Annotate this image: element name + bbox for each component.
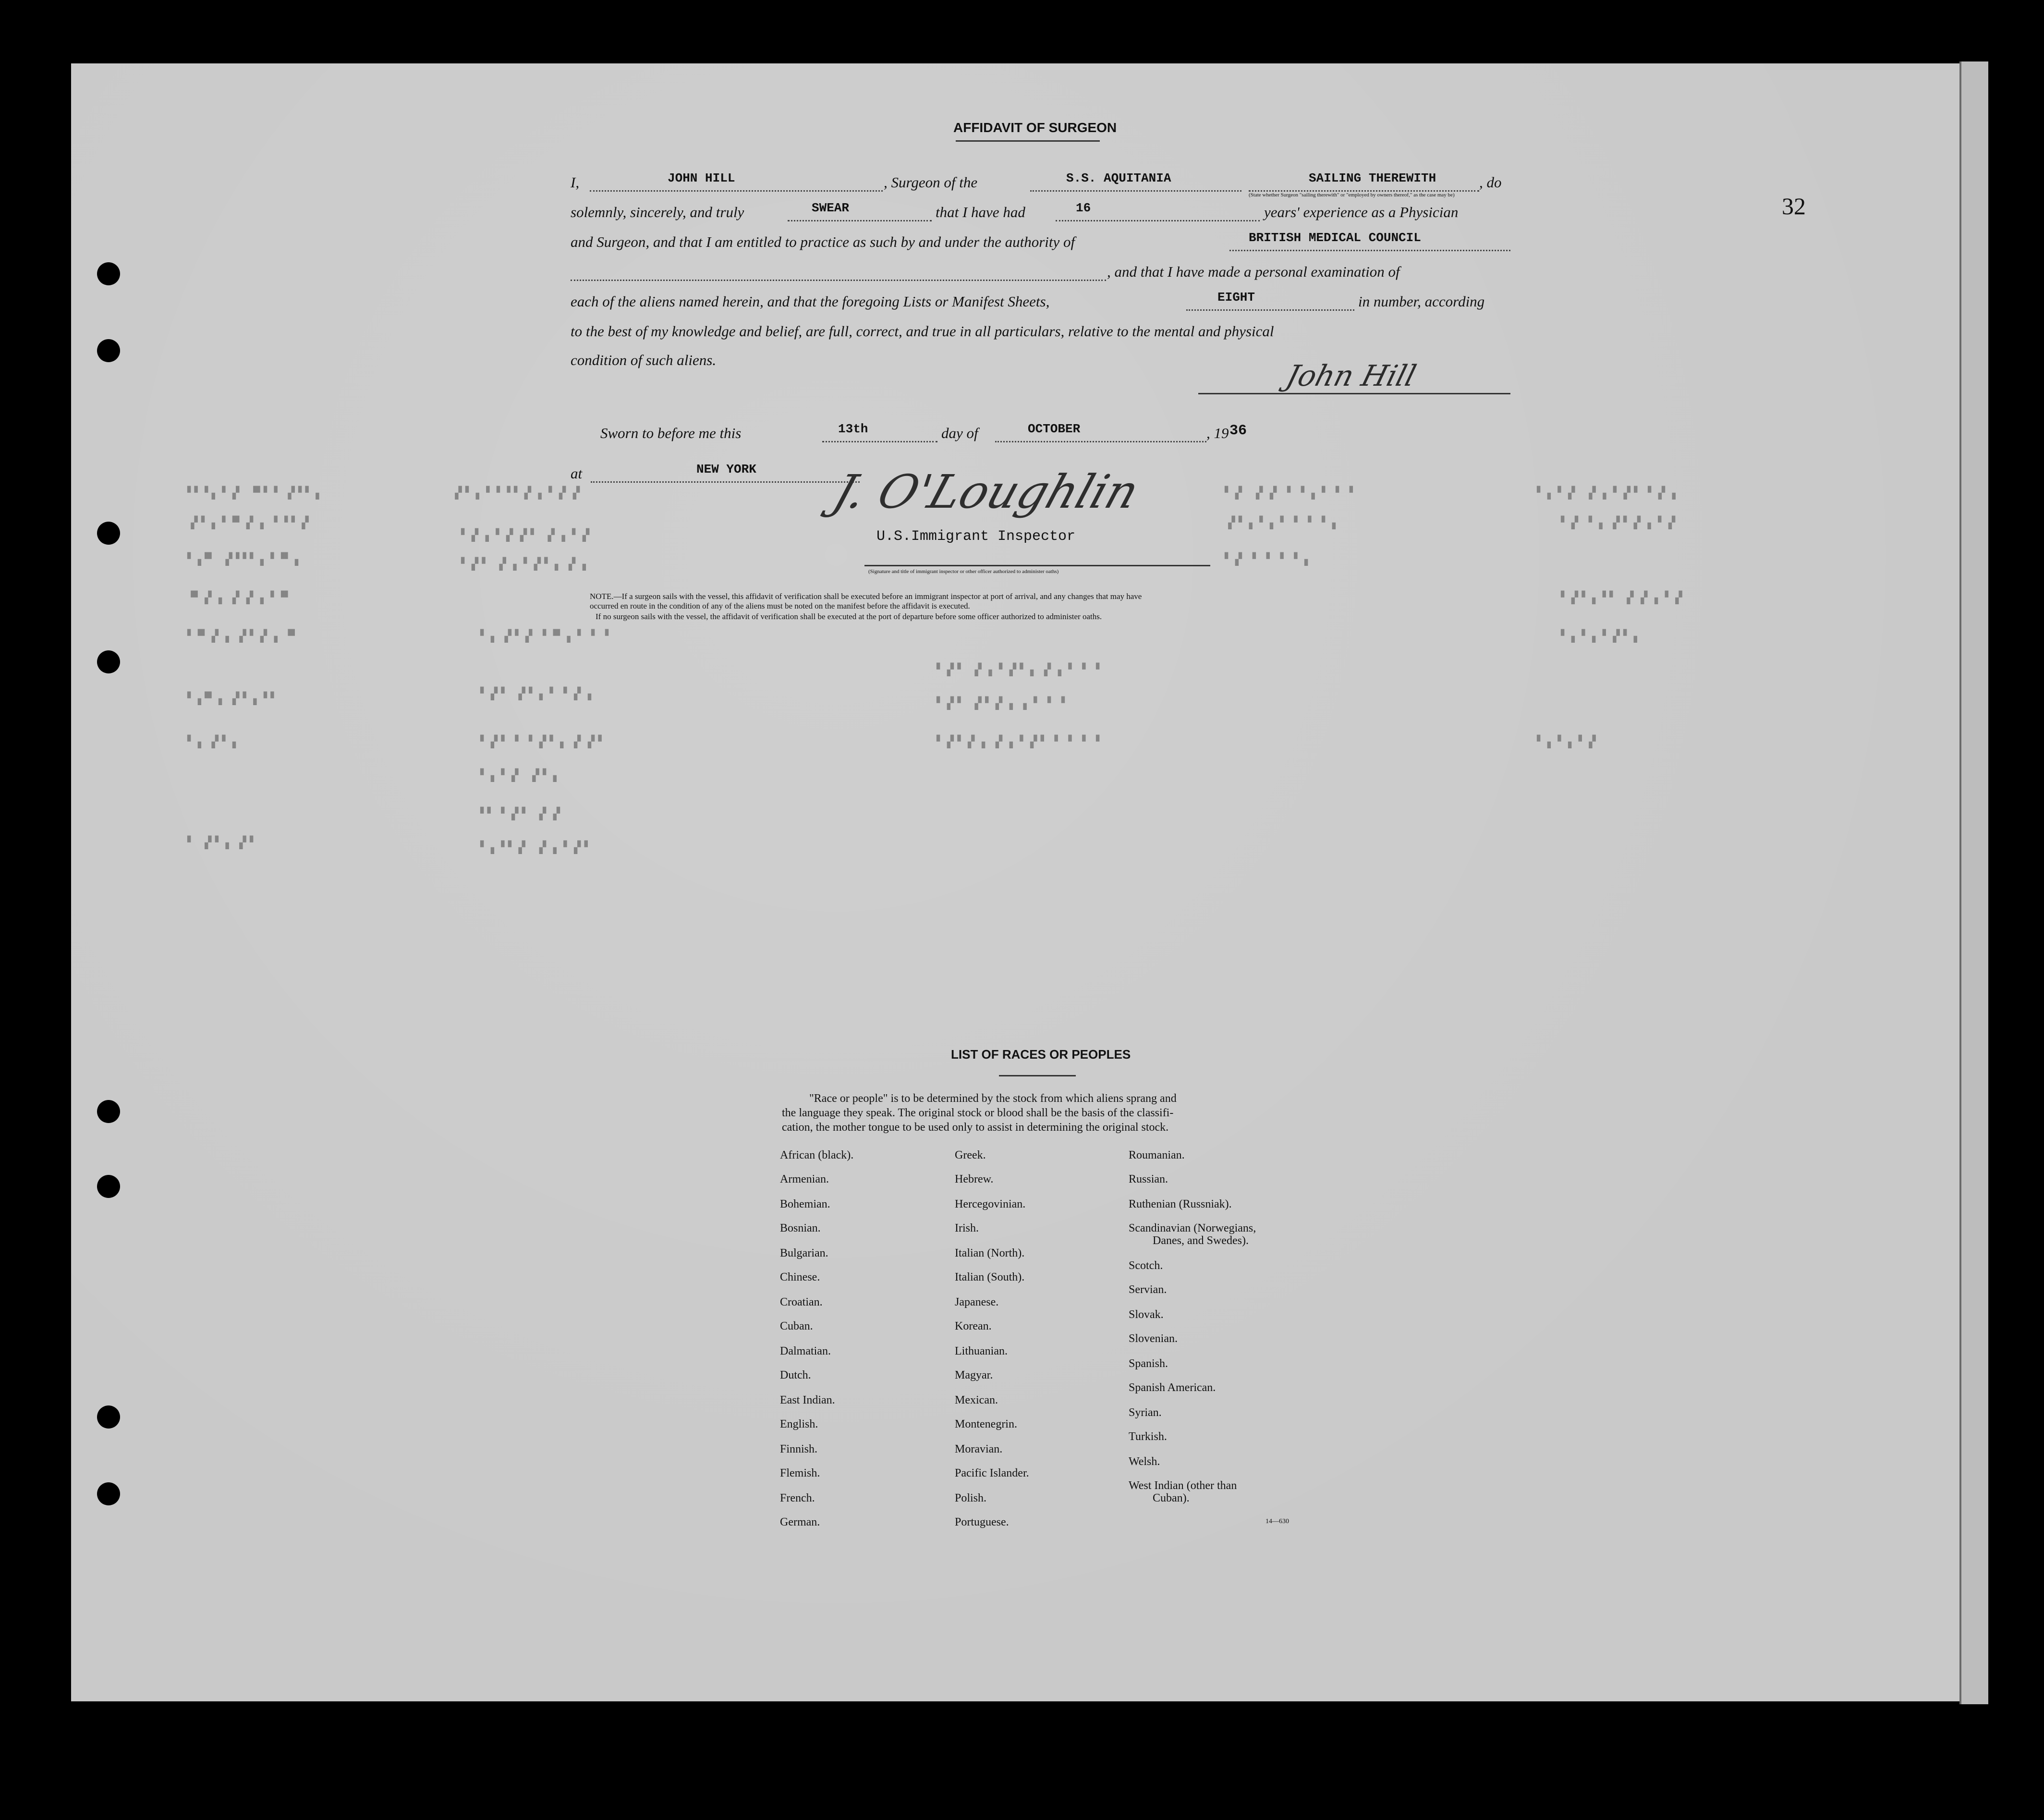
race-item: Servian.: [1129, 1283, 1167, 1296]
race-item: West Indian (other than: [1129, 1479, 1237, 1492]
race-item: Hercegovinian.: [955, 1198, 1026, 1210]
race-item: English.: [780, 1418, 818, 1430]
race-item: Mexican.: [955, 1394, 998, 1406]
race-item: Scotch.: [1129, 1259, 1163, 1272]
race-item: Bulgarian.: [780, 1247, 828, 1259]
label-years: years' experience as a Physician: [1264, 204, 1459, 220]
race-item: Armenian.: [780, 1173, 829, 1185]
label-line4: , and that I have made a personal examination of: [1107, 263, 1400, 280]
race-item: Spanish American.: [1129, 1381, 1216, 1394]
authority-underline: [1229, 250, 1510, 251]
label-line5: each of the aliens named herein, and that the foregoing Lists or Manifest Sheets,: [571, 293, 1050, 310]
race-item: Bohemian.: [780, 1198, 830, 1210]
race-item: Cuban).: [1153, 1492, 1190, 1504]
sheet-count: EIGHT: [1217, 290, 1255, 305]
inspector-signature-line: [864, 565, 1210, 566]
race-item: Slovak.: [1129, 1308, 1164, 1321]
race-item: Italian (North).: [955, 1247, 1025, 1259]
race-item: East Indian.: [780, 1394, 835, 1406]
page-number: 32: [1782, 193, 1806, 220]
race-item: Dutch.: [780, 1369, 811, 1381]
race-item: Croatian.: [780, 1296, 823, 1308]
race-item: Spanish.: [1129, 1357, 1168, 1370]
race-item: Portuguese.: [955, 1516, 1009, 1528]
binder-hole: [97, 339, 120, 362]
sworn-year: 36: [1229, 423, 1247, 439]
race-item: Pacific Islander.: [955, 1467, 1029, 1479]
label-i: I,: [571, 174, 580, 191]
day-underline: [822, 441, 937, 442]
race-item: Greek.: [955, 1149, 986, 1161]
race-item: Flemish.: [780, 1467, 820, 1479]
label-sworn: Sworn to before me this: [600, 425, 742, 441]
label-line7: condition of such aliens.: [571, 352, 717, 368]
label-solemnly: solemnly, sincerely, and truly: [571, 204, 744, 220]
race-item: Finnish.: [780, 1443, 818, 1455]
surgeon-signature: John Hill: [1282, 359, 1420, 393]
race-item: Polish.: [955, 1492, 987, 1504]
race-item: Danes, and Swedes).: [1153, 1234, 1249, 1247]
race-item: Italian (South).: [955, 1271, 1025, 1283]
race-item: Japanese.: [955, 1296, 999, 1308]
oath-underline: [788, 220, 932, 221]
sworn-day: 13th: [838, 422, 868, 436]
race-item: Montenegrin.: [955, 1418, 1017, 1430]
race-item: Roumanian.: [1129, 1149, 1185, 1161]
race-item: Hebrew.: [955, 1173, 994, 1185]
race-item: Ruthenian (Russniak).: [1129, 1198, 1232, 1210]
race-item: Syrian.: [1129, 1406, 1162, 1419]
race-item: Chinese.: [780, 1271, 820, 1283]
label-had: that I have had: [936, 204, 1025, 220]
label-at: at: [571, 465, 583, 482]
race-item: Cuban.: [780, 1320, 813, 1332]
race-item: Lithuanian.: [955, 1345, 1008, 1357]
label-number: in number, according: [1358, 293, 1485, 310]
name-underline: [590, 190, 883, 192]
status-underline: [1249, 190, 1479, 192]
years-underline: [1056, 220, 1260, 221]
note-line-1: NOTE.—If a surgeon sails with the vessel, this affidavit of verification shall be executed before an immigrant inspector at port of arrival, and any changes that may have: [590, 592, 1142, 601]
race-item: Scandinavian (Norwegians,: [1129, 1222, 1256, 1234]
authority: BRITISH MEDICAL COUNCIL: [1249, 231, 1421, 245]
status-note: (State whether Surgeon "sailing therewith" or "employed by owners thereof," as the case may be): [1249, 192, 1455, 198]
races-intro-line-3: cation, the mother tongue to be used only to assist in determining the original stock.: [782, 1121, 1169, 1134]
races-title-rule: [999, 1075, 1076, 1076]
races-title: LIST OF RACES OR PEOPLES: [951, 1047, 1131, 1062]
race-item: Welsh.: [1129, 1455, 1160, 1468]
sheets-underline: [1186, 309, 1354, 311]
binder-hole: [97, 262, 120, 285]
race-item: Turkish.: [1129, 1430, 1167, 1443]
authority-line2-underline: [571, 280, 1106, 281]
ship-name: S.S. AQUITANIA: [1066, 171, 1171, 185]
surgeon-status: SAILING THEREWITH: [1309, 171, 1436, 185]
sheet-edge: [1959, 61, 1988, 1704]
binder-hole: [97, 522, 120, 545]
binder-hole: [97, 1482, 120, 1505]
ship-underline: [1030, 190, 1241, 192]
note-line-2: occurred en route in the condition of any of the aliens must be noted on the manifest before the affidavit is executed.: [590, 601, 970, 611]
race-item: Moravian.: [955, 1443, 1003, 1455]
title-rule: [956, 140, 1100, 142]
race-item: Bosnian.: [780, 1222, 821, 1234]
binder-hole: [97, 650, 120, 673]
label-line3: and Surgeon, and that I am entitled to practice as such by and under the authority of: [571, 233, 1075, 250]
race-item: Korean.: [955, 1320, 992, 1332]
note-line-3: If no surgeon sails with the vessel, the affidavit of verification shall be executed at the port of departure before some officer authorized to administer oaths.: [596, 612, 1102, 621]
race-item: Russian.: [1129, 1173, 1168, 1185]
race-item: Dalmatian.: [780, 1345, 831, 1357]
binder-hole: [97, 1100, 120, 1123]
sworn-place: NEW YORK: [696, 462, 756, 476]
form-number: 14—630: [1265, 1518, 1289, 1525]
years-experience: 16: [1076, 201, 1091, 215]
race-item: African (black).: [780, 1149, 854, 1161]
race-item: German.: [780, 1516, 820, 1528]
label-line6: to the best of my knowledge and belief, are full, correct, and true in all particulars, relative to the mental and physical: [571, 323, 1274, 340]
affidavit-title: AFFIDAVIT OF SURGEON: [953, 120, 1117, 135]
races-intro-line-1: "Race or people" is to be determined by the stock from which aliens sprang and: [809, 1092, 1177, 1105]
signature-note: (Signature and title of immigrant inspector or other officer authorized to administer oaths): [868, 569, 1059, 574]
place-underline: [591, 481, 860, 483]
race-item: Irish.: [955, 1222, 979, 1234]
label-surgeon-of: , Surgeon of the: [884, 174, 978, 191]
sworn-month: OCTOBER: [1028, 422, 1081, 436]
binder-hole: [97, 1175, 120, 1198]
inspector-signature: J. O'Loughlin: [827, 465, 1146, 519]
race-item: French.: [780, 1492, 815, 1504]
inspector-title: U.S.Immigrant Inspector: [876, 528, 1076, 545]
races-intro-line-2: the language they speak. The original stock or blood shall be the basis of the classifi-: [782, 1107, 1174, 1119]
race-item: Magyar.: [955, 1369, 993, 1381]
race-item: Slovenian.: [1129, 1332, 1178, 1345]
binder-hole: [97, 1405, 120, 1429]
label-year-prefix: , 19: [1206, 425, 1229, 441]
label-do: , do: [1479, 174, 1502, 191]
surgeon-signature-line: [1198, 393, 1510, 394]
oath: SWEAR: [812, 201, 850, 215]
month-underline: [995, 441, 1206, 442]
label-day-of: day of: [941, 425, 978, 441]
surgeon-name: JOHN HILL: [668, 171, 735, 185]
